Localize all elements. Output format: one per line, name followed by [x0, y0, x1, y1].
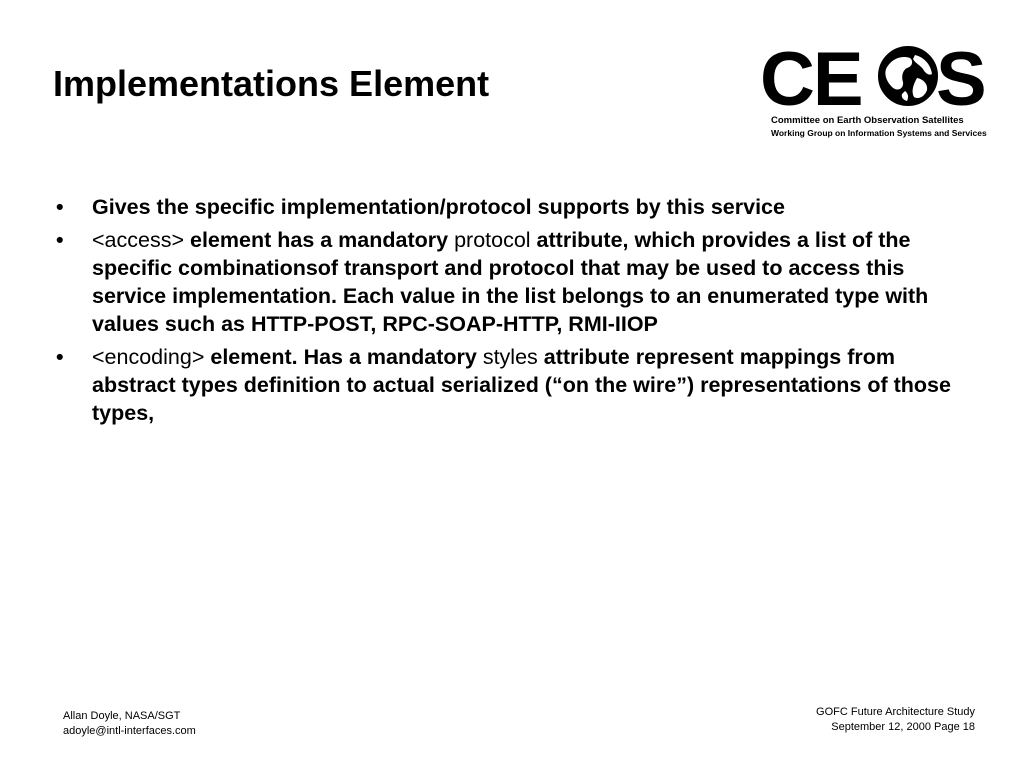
logo-letters-ce: CE — [760, 37, 862, 122]
bullet-marker: • — [56, 228, 64, 252]
styles-attribute: styles — [482, 345, 538, 369]
bullet-item — [56, 193, 956, 221]
slide-title: Implementations Element — [53, 63, 490, 104]
logo-letters-s: S — [936, 37, 985, 122]
footer-right — [816, 705, 975, 735]
bullet-item — [56, 343, 956, 427]
footer-date-page: September 12, 2000 Page 18 — [831, 721, 975, 733]
access-tag: <access> — [92, 228, 185, 252]
footer-email: adoyle@intl-interfaces.com — [63, 725, 196, 737]
footer-author: Allan Doyle, NASA/SGT — [63, 710, 181, 722]
bullet-text: Gives the specific implementation/protocol supports by this service — [92, 195, 785, 219]
protocol-attribute: protocol — [454, 228, 531, 252]
bullet-text: attribute represent mappings from abstract types definition to actual serialized (“on the wire”) representations of those types, — [92, 345, 951, 425]
bullet-list — [56, 193, 956, 432]
bullet-item — [56, 226, 956, 338]
bullet-marker: • — [56, 195, 64, 219]
logo-working-group: Working Group on Information Systems and Services — [771, 128, 987, 138]
encoding-tag: <encoding> — [92, 345, 205, 369]
bullet-marker: • — [56, 345, 64, 369]
footer-left — [63, 709, 196, 739]
bullet-text: attribute, which provides a list of the specific combinationsof transport and protocol that may be used to access this service implementation. Each value in the list belongs to an enumerated type with values such as HTTP-POST, RPC-SOAP-HTTP, RMI-IIOP — [92, 228, 929, 336]
bullet-text: element. Has a mandatory — [204, 345, 483, 369]
logo-subtitle: Committee on Earth Observation Satellites — [771, 115, 964, 126]
globe-icon — [877, 45, 939, 107]
ceos-logo — [755, 37, 1005, 142]
bullet-text: element has a mandatory — [184, 228, 455, 252]
footer-study: GOFC Future Architecture Study — [816, 706, 975, 718]
